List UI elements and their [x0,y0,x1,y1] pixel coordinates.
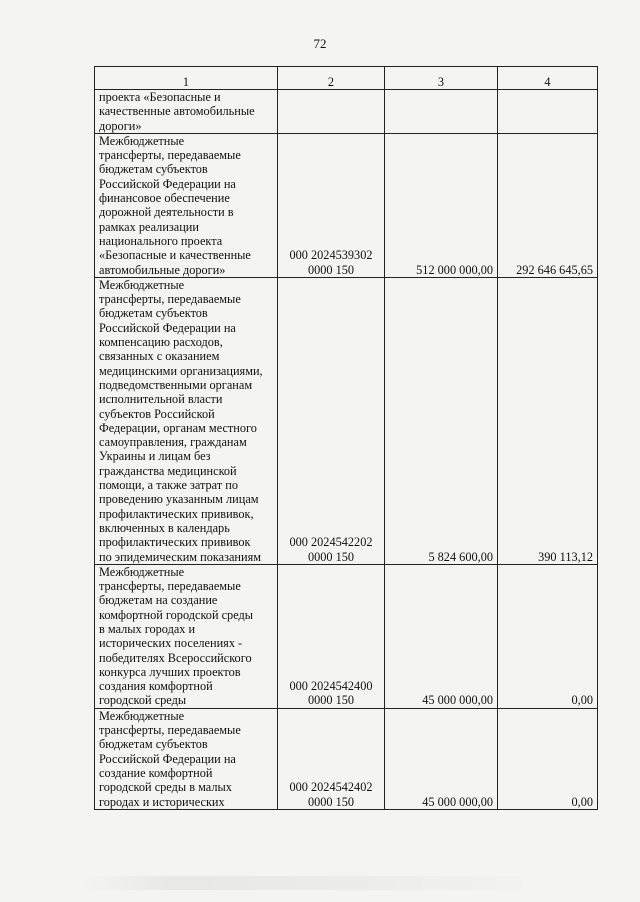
row-description: Межбюджетные трансферты, передаваемые бюджетам на создание комфортной городской среды в малых городах и исторических поселениях - победителях Всероссийского конкурса лучших проектов создания комфортной городской среды [95,564,278,708]
table-row [95,90,598,134]
budget-table [94,66,598,810]
row-code: 000 2024539302 0000 150 [278,133,385,277]
page-number: 72 [313,36,327,51]
row-amount: 512 000 000,00 [385,133,498,277]
row-amount [385,90,498,134]
row-description: Межбюджетные трансферты, передаваемые бюджетам субъектов Российской Федерации на компенсацию расходов, связанных с оказанием медицинскими организациями, подведомственными органам исполнительной власти субъектов Российской Федерации, органам местного самоуправления, гражданам Украины и лицам без гражданства медицинской помощи, а также затрат по проведению указанным лицам профилактических прививок, включенных в календарь профилактических прививок по эпидемическим показаниям [95,277,278,564]
row-description: Межбюджетные трансферты, передаваемые бюджетам субъектов Российской Федерации на финансовое обеспечение дорожной деятельности в рамках реализации национального проекта «Безопасные и качественные автомобильные дороги» [95,133,278,277]
row-code: 000 2024542400 0000 150 [278,564,385,708]
table-row [95,133,598,277]
row-code: 000 2024542202 0000 150 [278,277,385,564]
row-code: 000 2024542402 0000 150 [278,708,385,809]
table-row [95,564,598,708]
row-description: Межбюджетные трансферты, передаваемые бюджетам субъектов Российской Федерации на создание комфортной городской среды в малых городах и исторических [95,708,278,809]
table-row [95,708,598,809]
row-amount: 5 824 600,00 [385,277,498,564]
column-header-1: 1 [95,67,278,90]
row-code [278,90,385,134]
row-executed: 390 113,12 [498,277,598,564]
row-description: проекта «Безопасные и качественные автомобильные дороги» [95,90,278,134]
scan-smudge [80,876,560,890]
row-executed: 292 646 645,65 [498,133,598,277]
table-header-row [95,67,598,90]
column-header-3: 3 [385,67,498,90]
row-amount: 45 000 000,00 [385,708,498,809]
column-header-2: 2 [278,67,385,90]
table-row [95,277,598,564]
column-header-4: 4 [498,67,598,90]
row-amount: 45 000 000,00 [385,564,498,708]
row-executed [498,90,598,134]
row-executed: 0,00 [498,708,598,809]
row-executed: 0,00 [498,564,598,708]
